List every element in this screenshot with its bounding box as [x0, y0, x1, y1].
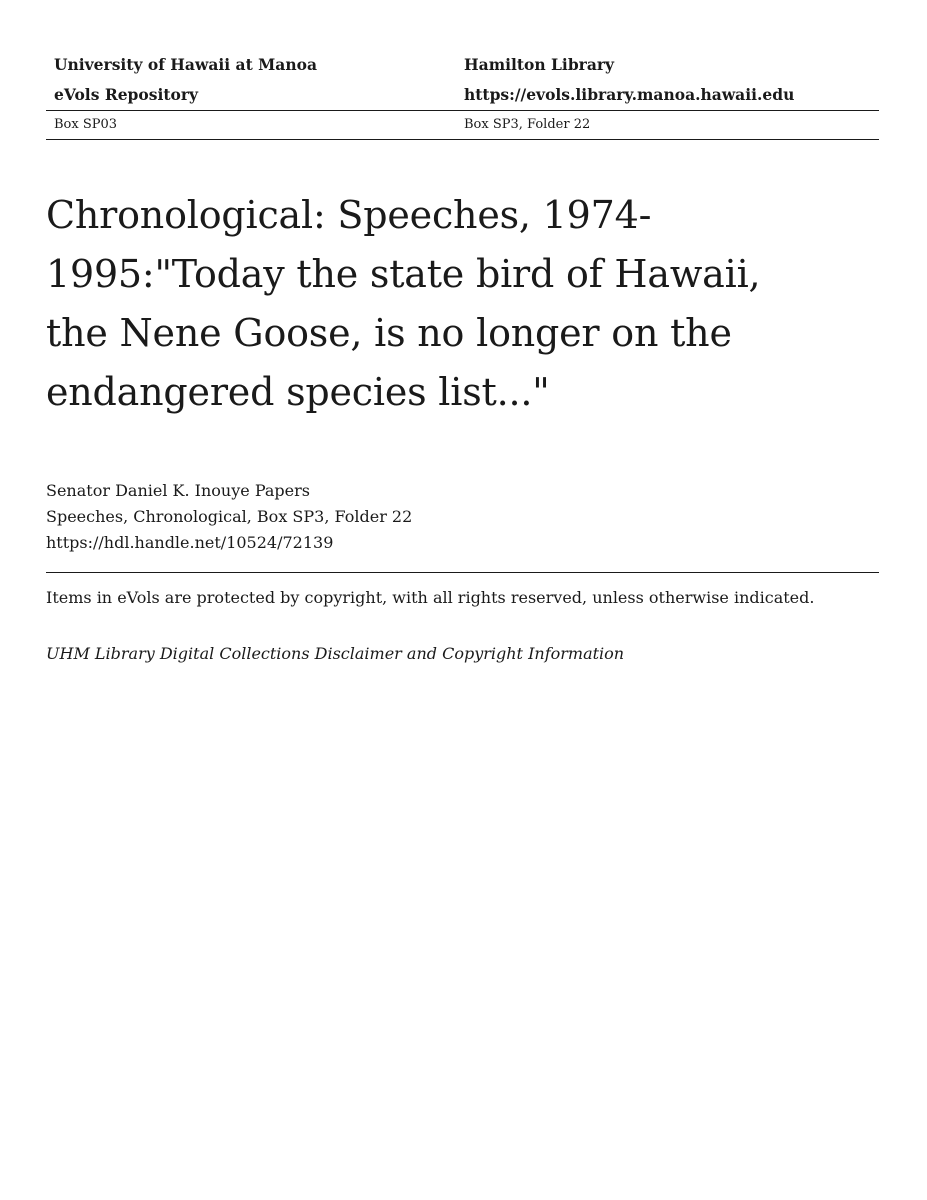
document-title: Chronological: Speeches, 1974-1995:"Today the state bird of Hawaii, the Nene Goose, is no longer on the endangered species list..." [46, 193, 761, 414]
library-name: Hamilton Library [464, 55, 615, 74]
header-row-repository [46, 80, 879, 110]
footer-divider [46, 572, 879, 573]
header-row-box [46, 111, 879, 139]
institution-name: University of Hawaii at Manoa [54, 55, 317, 74]
disclaimer-link[interactable]: UHM Library Digital Collections Disclaimer and Copyright Information [46, 644, 625, 663]
document-metadata [46, 478, 412, 556]
repository-url[interactable]: https://evols.library.manoa.hawaii.edu [464, 85, 795, 104]
box-label-right: Box SP3, Folder 22 [464, 117, 591, 132]
collection-name: Senator Daniel K. Inouye Papers [46, 481, 310, 500]
header-rule-bottom [46, 139, 879, 140]
rights-statement: Items in eVols are protected by copyright, with all rights reserved, unless otherwise indicated. [46, 588, 815, 607]
header-row-institution [46, 50, 879, 80]
box-label-left: Box SP03 [54, 117, 118, 132]
series-info: Speeches, Chronological, Box SP3, Folder 22 [46, 507, 413, 526]
repository-name: eVols Repository [54, 85, 199, 104]
document-header [46, 50, 879, 140]
handle-link[interactable]: https://hdl.handle.net/10524/72139 [46, 533, 334, 552]
